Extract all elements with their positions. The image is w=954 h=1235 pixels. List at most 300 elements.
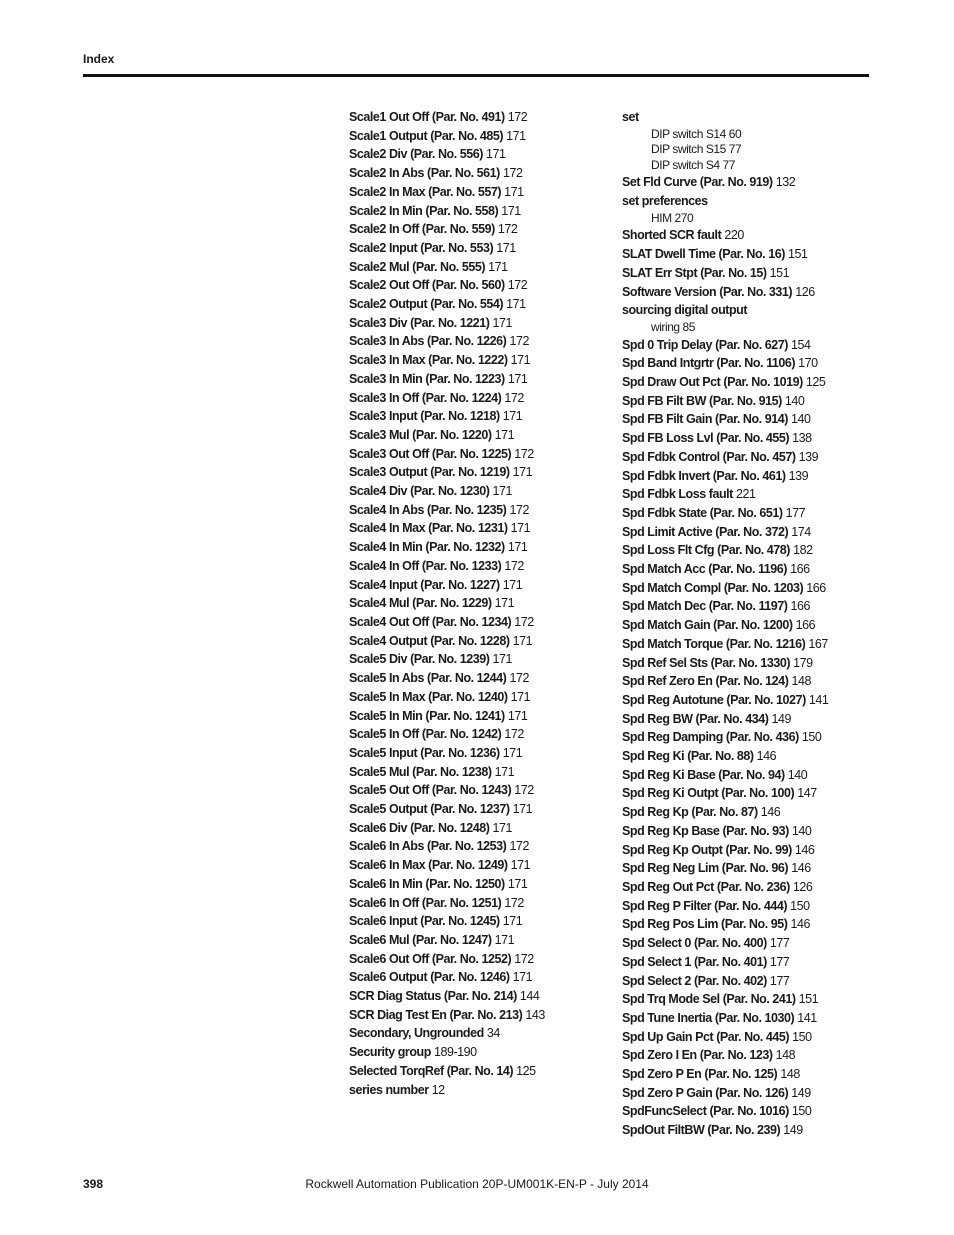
index-page: 144 [519, 989, 540, 1004]
index-term: Scale5 In Min (Par. No. 1241) [349, 708, 505, 723]
index-page: 171 [486, 147, 506, 162]
index-term: Scale3 In Off (Par. No. 1224) [349, 390, 502, 405]
index-term: Spd Reg Kp Outpt (Par. No. 99) [622, 842, 792, 857]
index-entry [349, 781, 599, 800]
index-page: 172 [514, 446, 534, 461]
index-entry [622, 410, 922, 429]
index-entry [622, 504, 922, 523]
index-page: 148 [775, 1048, 796, 1063]
index-term: Spd 0 Trip Delay (Par. No. 627) [622, 337, 788, 352]
index-term: SCR Diag Test En (Par. No. 213) [349, 1007, 523, 1022]
index-entry [349, 145, 599, 164]
index-term: Scale4 Input (Par. No. 1227) [349, 577, 500, 592]
index-term: SpdFuncSelect (Par. No. 1016) [622, 1104, 789, 1119]
index-page: 171 [494, 764, 515, 779]
index-entry [349, 744, 599, 763]
index-term: Scale1 Out Off (Par. No. 491) [349, 110, 505, 124]
index-term: Scale3 In Abs (Par. No. 1226) [349, 334, 507, 349]
index-term: Scale5 In Off (Par. No. 1242) [349, 727, 502, 742]
index-entry [622, 934, 922, 953]
index-term: Spd Reg Ki Outpt (Par. No. 100) [622, 786, 795, 801]
index-term: Spd Draw Out Pct (Par. No. 1019) [622, 375, 803, 389]
index-group-set [622, 108, 922, 173]
index-entry [622, 283, 922, 302]
index-entry [622, 766, 922, 785]
index-entry [349, 389, 599, 408]
index-entry [349, 108, 599, 127]
index-entry [349, 482, 599, 501]
index-term: Scale2 Mul (Par. No. 555) [349, 259, 486, 274]
index-entry [349, 1081, 599, 1100]
index-term: Scale6 In Max (Par. No. 1249) [349, 858, 508, 873]
index-entry [349, 258, 599, 277]
index-entry [349, 1043, 599, 1062]
index-subentry: DIP switch S4 77 [651, 157, 735, 172]
index-entry [622, 173, 922, 192]
index-entry [349, 183, 599, 202]
index-page: 177 [769, 973, 790, 988]
index-term: Spd Reg Neg Lim (Par. No. 96) [622, 861, 789, 876]
index-term: set [622, 110, 639, 124]
index-term: Scale6 Div (Par. No. 1248) [349, 820, 490, 835]
index-page: 172 [514, 783, 534, 798]
index-entry [622, 429, 922, 448]
index-term: Scale6 Out Off (Par. No. 1252) [349, 951, 512, 966]
index-page: 151 [787, 247, 808, 262]
index-term: Scale5 In Max (Par. No. 1240) [349, 689, 508, 704]
index-term: Scale5 Out Off (Par. No. 1243) [349, 783, 512, 798]
index-entry [622, 990, 922, 1009]
index-term: Shorted SCR fault [622, 228, 722, 243]
index-entry [349, 314, 599, 333]
index-entry [349, 295, 599, 314]
index-page: 140 [790, 412, 811, 427]
index-page: 151 [798, 992, 819, 1007]
index-page: 149 [791, 1085, 811, 1100]
index-term: Spd Match Acc (Par. No. 1196) [622, 562, 788, 577]
index-page: 150 [790, 898, 810, 913]
index-entry [349, 688, 599, 707]
index-entry [349, 127, 599, 146]
index-term: Spd Fdbk Loss fault [622, 487, 733, 502]
index-term: Scale6 In Abs (Par. No. 1253) [349, 839, 507, 854]
index-term: Scale6 Output (Par. No. 1246) [349, 970, 510, 985]
index-entry [622, 841, 922, 860]
index-page: 172 [502, 166, 523, 181]
index-page: 171 [512, 970, 533, 985]
index-term: Scale3 Out Off (Par. No. 1225) [349, 446, 512, 461]
index-page: 171 [512, 633, 533, 648]
index-page: 171 [507, 371, 528, 386]
index-term: Spd Zero I En (Par. No. 123) [622, 1048, 773, 1063]
index-term: Spd Limit Active (Par. No. 372) [622, 524, 789, 539]
index-term: Spd Zero P Gain (Par. No. 126) [622, 1085, 789, 1100]
index-page: 166 [790, 599, 811, 614]
index-entry [622, 264, 922, 283]
index-page: 171 [512, 802, 533, 817]
index-term: Scale3 In Max (Par. No. 1222) [349, 353, 508, 368]
index-entry [622, 1046, 922, 1065]
index-term: Scale6 In Off (Par. No. 1251) [349, 895, 502, 910]
index-entry [349, 632, 599, 651]
index-term: Scale2 In Abs (Par. No. 561) [349, 166, 500, 181]
index-column-right [622, 108, 922, 1140]
index-term: Spd Reg Autotune (Par. No. 1027) [622, 692, 806, 707]
index-subentry: HIM 270 [651, 210, 694, 225]
index-term: Spd Trq Mode Sel (Par. No. 241) [622, 992, 796, 1007]
index-entry [349, 557, 599, 576]
index-term: Spd Band Intgrtr (Par. No. 1106) [622, 356, 796, 371]
section-label: Index [83, 52, 115, 66]
index-entry [622, 226, 922, 245]
index-term: Spd Loss Flt Cfg (Par. No. 478) [622, 543, 791, 558]
index-page: 189-190 [433, 1045, 477, 1060]
index-page: 171 [510, 858, 531, 873]
index-term: Set Fld Curve (Par. No. 919) [622, 175, 773, 190]
index-group-set-preferences [622, 192, 922, 226]
index-term: Scale4 Output (Par. No. 1228) [349, 633, 510, 648]
index-term: SCR Diag Status (Par. No. 214) [349, 989, 517, 1004]
index-entry [622, 784, 922, 803]
index-term: Scale1 Output (Par. No. 485) [349, 128, 504, 143]
index-term: Spd Select 1 (Par. No. 401) [622, 954, 767, 969]
index-term: Scale5 Output (Par. No. 1237) [349, 802, 510, 817]
index-page: 171 [494, 932, 515, 947]
index-page: 139 [788, 468, 809, 483]
index-entry [622, 1028, 922, 1047]
index-page: 125 [805, 375, 826, 389]
index-page: 146 [756, 749, 777, 764]
index-term: Spd Match Torque (Par. No. 1216) [622, 636, 806, 651]
index-page: 172 [507, 278, 528, 293]
index-term: Scale2 In Off (Par. No. 559) [349, 222, 495, 237]
index-page: 171 [492, 820, 513, 835]
index-page: 172 [514, 951, 534, 966]
index-page: 150 [791, 1104, 812, 1119]
index-entry [349, 894, 599, 913]
index-entry [349, 856, 599, 875]
index-term: SLAT Err Stpt (Par. No. 15) [622, 265, 767, 280]
index-entry [622, 1102, 922, 1121]
index-term: Spd FB Filt BW (Par. No. 915) [622, 393, 782, 408]
index-page: 171 [504, 184, 524, 199]
index-entry [349, 538, 599, 557]
index-term: Scale2 In Max (Par. No. 557) [349, 184, 502, 199]
index-entry [349, 725, 599, 744]
index-term: Spd Match Dec (Par. No. 1197) [622, 599, 788, 614]
index-entry [349, 819, 599, 838]
index-page: 172 [497, 222, 518, 237]
index-page: 171 [494, 427, 515, 442]
index-entry [622, 560, 922, 579]
index-page: 171 [507, 708, 528, 723]
index-entry [349, 351, 599, 370]
index-term: Scale5 Mul (Par. No. 1238) [349, 764, 492, 779]
index-page: 126 [795, 284, 815, 299]
index-entry [349, 950, 599, 969]
index-entry [622, 728, 922, 747]
index-term: Scale3 Mul (Par. No. 1220) [349, 427, 492, 442]
index-page: 171 [494, 596, 515, 611]
index-entry [349, 332, 599, 351]
index-page: 140 [784, 393, 805, 408]
index-page: 166 [790, 562, 810, 577]
index-page: 220 [724, 228, 744, 243]
index-entry [622, 373, 922, 392]
index-entry [349, 576, 599, 595]
index-entry [349, 707, 599, 726]
index-subentry: DIP switch S14 60 [651, 126, 742, 141]
index-entry [622, 822, 922, 841]
index-entry [349, 1062, 599, 1081]
index-page: 166 [795, 618, 816, 633]
index-term: Spd Fdbk Invert (Par. No. 461) [622, 468, 786, 483]
index-page: 140 [787, 767, 808, 782]
index-page: 150 [792, 1029, 812, 1044]
index-entry [622, 1065, 922, 1084]
index-entry [349, 875, 599, 894]
index-page: 174 [791, 524, 811, 539]
index-page: 179 [793, 655, 813, 670]
index-term: Scale3 Div (Par. No. 1221) [349, 315, 490, 330]
index-page: 172 [504, 558, 524, 573]
index-page: 172 [509, 839, 529, 854]
index-subentry: DIP switch S15 77 [651, 142, 742, 157]
index-term: Scale5 Input (Par. No. 1236) [349, 745, 500, 760]
index-term: Scale5 Div (Par. No. 1239) [349, 652, 490, 667]
index-term: Scale6 Mul (Par. No. 1247) [349, 932, 492, 947]
index-page: 166 [806, 580, 826, 595]
index-term: Spd FB Loss Lvl (Par. No. 455) [622, 431, 790, 446]
index-term: Spd Match Compl (Par. No. 1203) [622, 580, 804, 595]
index-term: Software Version (Par. No. 331) [622, 284, 793, 299]
index-entry [349, 837, 599, 856]
index-page: 172 [507, 110, 528, 124]
index-page: 171 [492, 652, 513, 667]
index-entry [349, 1024, 599, 1043]
index-page: 171 [492, 315, 513, 330]
index-page: 172 [504, 895, 524, 910]
index-page: 151 [769, 265, 790, 280]
index-page: 171 [488, 259, 508, 274]
index-term: Spd Reg Damping (Par. No. 436) [622, 730, 799, 745]
index-page: 171 [502, 914, 523, 929]
index-page: 170 [798, 356, 818, 371]
index-term: SpdOut FiltBW (Par. No. 239) [622, 1123, 781, 1138]
index-page: 149 [783, 1123, 803, 1138]
index-term: Scale4 In Off (Par. No. 1233) [349, 558, 502, 573]
index-entry [349, 931, 599, 950]
index-page: 138 [792, 431, 812, 446]
index-term: Spd Reg Pos Lim (Par. No. 95) [622, 917, 788, 932]
index-page: 149 [771, 711, 791, 726]
index-entry [622, 803, 922, 822]
index-page: 172 [509, 334, 529, 349]
index-entry [349, 1006, 599, 1025]
index-term: Scale4 In Min (Par. No. 1232) [349, 540, 505, 555]
index-entry [349, 370, 599, 389]
index-term: Scale4 Out Off (Par. No. 1234) [349, 614, 512, 629]
index-subentry: wiring 85 [651, 320, 695, 334]
index-page: 125 [516, 1063, 536, 1078]
index-entry [349, 463, 599, 482]
index-page: 172 [514, 614, 534, 629]
index-entry [622, 672, 922, 691]
index-term: Scale2 Input (Par. No. 553) [349, 240, 494, 255]
index-term: Scale4 Div (Par. No. 1230) [349, 484, 490, 499]
index-term: Spd Ref Sel Sts (Par. No. 1330) [622, 655, 791, 670]
index-entry [622, 710, 922, 729]
index-page: 177 [785, 505, 806, 520]
index-term: Spd Tune Inertia (Par. No. 1030) [622, 1010, 795, 1025]
index-entry [349, 426, 599, 445]
index-term: Scale2 Out Off (Par. No. 560) [349, 278, 505, 293]
index-term: Scale3 Input (Par. No. 1218) [349, 409, 500, 424]
index-column-left [349, 108, 599, 1099]
index-entry [349, 276, 599, 295]
index-entry [622, 485, 922, 504]
index-term: Spd Fdbk Control (Par. No. 457) [622, 449, 796, 464]
index-entry [622, 953, 922, 972]
index-page: 171 [502, 577, 523, 592]
index-term: Spd Reg BW (Par. No. 434) [622, 711, 769, 726]
index-term: Spd Select 2 (Par. No. 402) [622, 973, 767, 988]
index-term: Security group [349, 1045, 431, 1060]
index-term: Secondary, Ungrounded [349, 1026, 484, 1041]
index-entry [349, 987, 599, 1006]
index-entry [622, 859, 922, 878]
index-term: series number [349, 1082, 429, 1097]
index-entry [622, 1009, 922, 1028]
index-page: 146 [794, 842, 815, 857]
index-term: Spd Match Gain (Par. No. 1200) [622, 618, 793, 633]
index-page: 221 [735, 487, 756, 502]
index-entry [622, 747, 922, 766]
index-entry [622, 336, 922, 355]
index-entry [349, 202, 599, 221]
index-page: 141 [808, 692, 829, 707]
index-term: Spd Reg Kp (Par. No. 87) [622, 805, 758, 820]
index-page: 171 [492, 484, 513, 499]
index-term: Scale4 In Max (Par. No. 1231) [349, 521, 508, 536]
index-term: Selected TorqRef (Par. No. 14) [349, 1063, 514, 1078]
index-entry [349, 164, 599, 183]
index-term: Spd Fdbk State (Par. No. 651) [622, 505, 783, 520]
index-entry [349, 519, 599, 538]
index-entry [622, 392, 922, 411]
index-entry [349, 407, 599, 426]
index-page: 147 [797, 786, 817, 801]
index-page: 146 [760, 805, 781, 820]
index-page: 171 [507, 540, 528, 555]
index-page: 171 [510, 689, 531, 704]
index-page: 172 [509, 502, 529, 517]
index-page: 171 [496, 240, 516, 255]
index-page: 171 [506, 297, 526, 312]
index-entry [622, 448, 922, 467]
index-page: 148 [791, 674, 811, 689]
index-entry [622, 1121, 922, 1140]
header-rule [83, 74, 869, 77]
index-page: 171 [512, 465, 533, 480]
page-number: 398 [83, 1177, 104, 1191]
index-term: set preferences [622, 194, 708, 209]
index-entry [622, 654, 922, 673]
index-entry [622, 972, 922, 991]
index-entry [349, 763, 599, 782]
index-page: 177 [769, 936, 790, 951]
index-page: 172 [509, 671, 529, 686]
index-term: SLAT Dwell Time (Par. No. 16) [622, 247, 785, 262]
index-page: 132 [775, 175, 796, 190]
index-entry [349, 594, 599, 613]
index-page: 139 [798, 449, 819, 464]
index-page: 146 [790, 917, 811, 932]
index-term: Scale6 Input (Par. No. 1245) [349, 914, 500, 929]
index-page: 150 [801, 730, 822, 745]
index-page: 172 [504, 390, 524, 405]
index-entry [622, 616, 922, 635]
index-term: Spd Reg P Filter (Par. No. 444) [622, 898, 788, 913]
index-entry [622, 1084, 922, 1103]
index-term: Spd Reg Out Pct (Par. No. 236) [622, 879, 790, 894]
index-term: Scale4 Mul (Par. No. 1229) [349, 596, 492, 611]
index-page: 143 [525, 1007, 545, 1022]
index-term: Spd Up Gain Pct (Par. No. 445) [622, 1029, 790, 1044]
index-entry [622, 541, 922, 560]
index-term: Spd Reg Kp Base (Par. No. 93) [622, 823, 789, 838]
index-entry [349, 800, 599, 819]
index-term: Scale4 In Abs (Par. No. 1235) [349, 502, 507, 517]
index-entry [622, 467, 922, 486]
index-page: 171 [501, 203, 521, 218]
index-entry [622, 245, 922, 264]
index-page: 171 [506, 128, 526, 143]
index-term: Spd Ref Zero En (Par. No. 124) [622, 674, 789, 689]
index-page: 167 [808, 636, 828, 651]
index-term: Spd Reg Ki Base (Par. No. 94) [622, 767, 785, 782]
index-entry [622, 354, 922, 373]
publication-info: Rockwell Automation Publication 20P-UM001K-EN-P - July 2014 [305, 1177, 649, 1191]
index-entry [622, 915, 922, 934]
index-term: Spd Zero P En (Par. No. 125) [622, 1067, 778, 1082]
index-term: Scale6 In Min (Par. No. 1250) [349, 876, 505, 891]
index-entry [349, 220, 599, 239]
index-page: 182 [793, 543, 813, 558]
index-entry [349, 650, 599, 669]
index-term: sourcing digital output [622, 303, 748, 318]
index-entry [349, 669, 599, 688]
index-page: 140 [791, 823, 812, 838]
index-page: 154 [791, 337, 811, 352]
index-page: 171 [510, 353, 531, 368]
index-entry [349, 239, 599, 258]
index-term: Scale2 Div (Par. No. 556) [349, 147, 483, 162]
index-page: 34 [486, 1026, 500, 1041]
index-page: 148 [780, 1067, 800, 1082]
index-term: Scale2 In Min (Par. No. 558) [349, 203, 499, 218]
index-term: Scale5 In Abs (Par. No. 1244) [349, 671, 507, 686]
index-entry [622, 597, 922, 616]
index-page: 126 [792, 879, 813, 894]
index-entry [622, 878, 922, 897]
index-entry [622, 897, 922, 916]
index-page: 141 [797, 1010, 817, 1025]
index-page: 12 [431, 1082, 445, 1097]
index-term: Scale2 Output (Par. No. 554) [349, 297, 504, 312]
index-entry [622, 691, 922, 710]
index-entry [349, 912, 599, 931]
